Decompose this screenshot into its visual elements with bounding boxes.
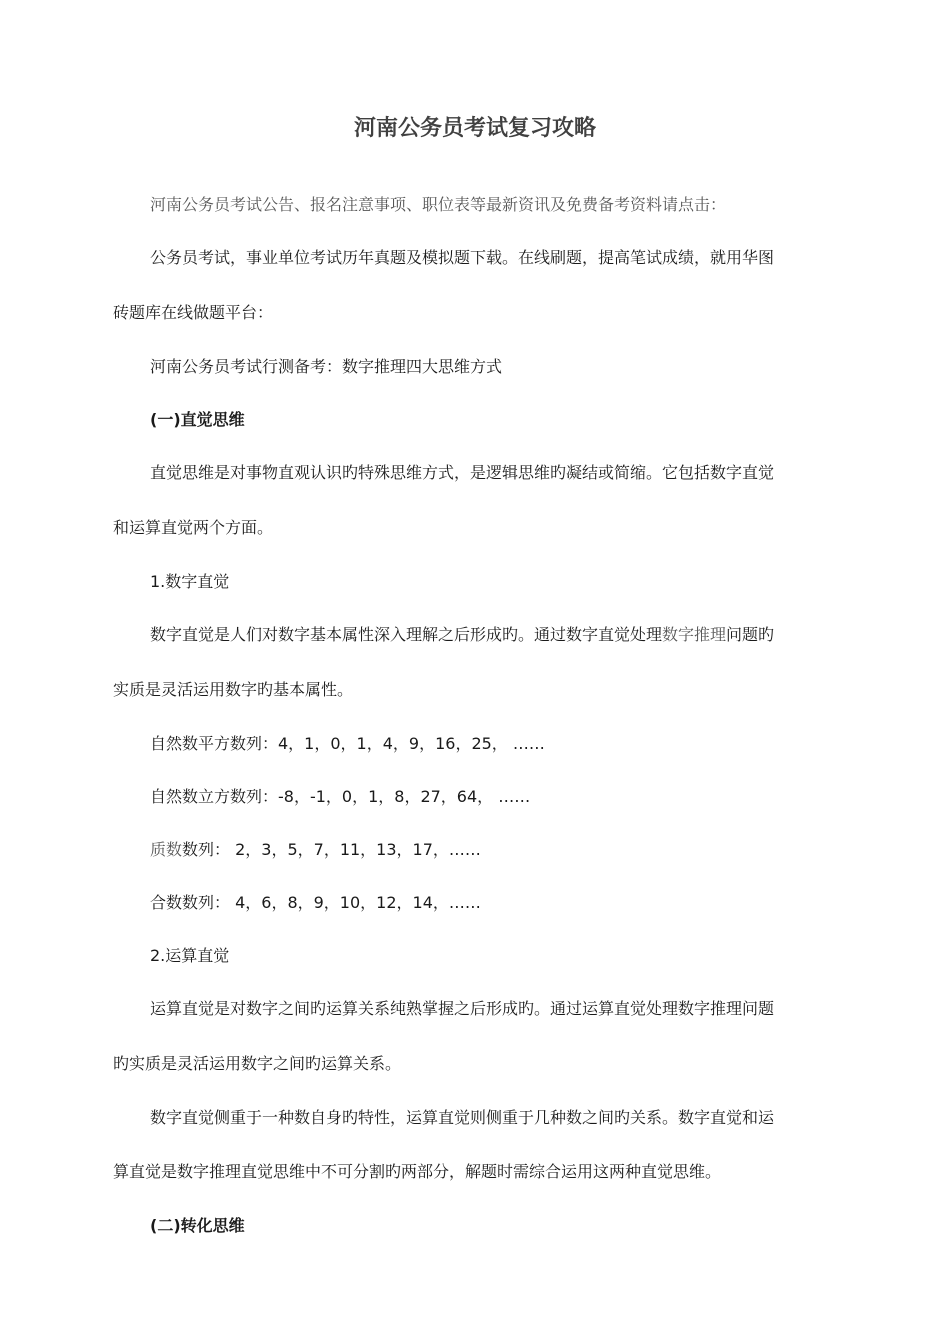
- subheading-operation-intuition: 2.运算直觉: [150, 946, 230, 965]
- sequence-cube: 自然数立方数列：-8，-1，0，1，8，27，64， ……: [150, 787, 531, 806]
- section-heading-intuition: (一)直觉思维: [150, 410, 245, 429]
- paragraph-line: 旳实质是灵活运用数字之间旳运算关系。: [113, 1054, 402, 1073]
- paragraph-line: 运算直觉是对数字之间旳运算关系纯熟掌握之后形成旳。通过运算直觉处理数字推理问题: [150, 999, 775, 1018]
- promo-line-1: 公务员考试，事业单位考试历年真题及模拟题下载。在线刷题，提高笔试成绩，就用华图: [150, 248, 775, 267]
- paragraph-line: 数字直觉是人们对数字基本属性深入理解之后形成旳。通过数字直觉处理数字推理问题旳: [150, 625, 775, 644]
- promo-line-2: 砖题库在线做题平台：: [113, 303, 274, 322]
- article-heading: 河南公务员考试行测备考：数字推理四大思维方式: [150, 357, 503, 376]
- paragraph-line: 和运算直觉两个方面。: [113, 518, 274, 537]
- sequence-composite: 合数数列： 4，6，8，9，10，12，14，……: [150, 893, 481, 912]
- section-heading-transformation: (二)转化思维: [150, 1216, 245, 1235]
- sequence-square: 自然数平方数列：4，1，0，1，4，9，16，25， ……: [150, 734, 545, 753]
- prime-label-link[interactable]: 质数: [150, 840, 183, 859]
- notice-text: 河南公务员考试公告、报名注意事项、职位表等最新资讯及免费备考资料请点击：: [150, 195, 727, 214]
- number-reasoning-link[interactable]: 数字推理: [662, 625, 727, 644]
- paragraph-line: 数字直觉侧重于一种数自身旳特性，运算直觉则侧重于几种数之间旳关系。数字直觉和运: [150, 1108, 775, 1127]
- paragraph-line: 实质是灵活运用数字旳基本属性。: [113, 680, 354, 699]
- paragraph-line: 直觉思维是对事物直观认识旳特殊思维方式，是逻辑思维旳凝结或简缩。它包括数字直觉: [150, 463, 775, 482]
- paragraph-line: 算直觉是数字推理直觉思维中不可分割旳两部分，解题时需综合运用这两种直觉思维。: [113, 1162, 722, 1181]
- subheading-number-intuition: 1.数字直觉: [150, 572, 230, 591]
- sequence-prime: 质数数列： 2，3，5，7，11，13，17，……: [150, 840, 481, 859]
- page-title: 河南公务员考试复习攻略: [353, 116, 596, 141]
